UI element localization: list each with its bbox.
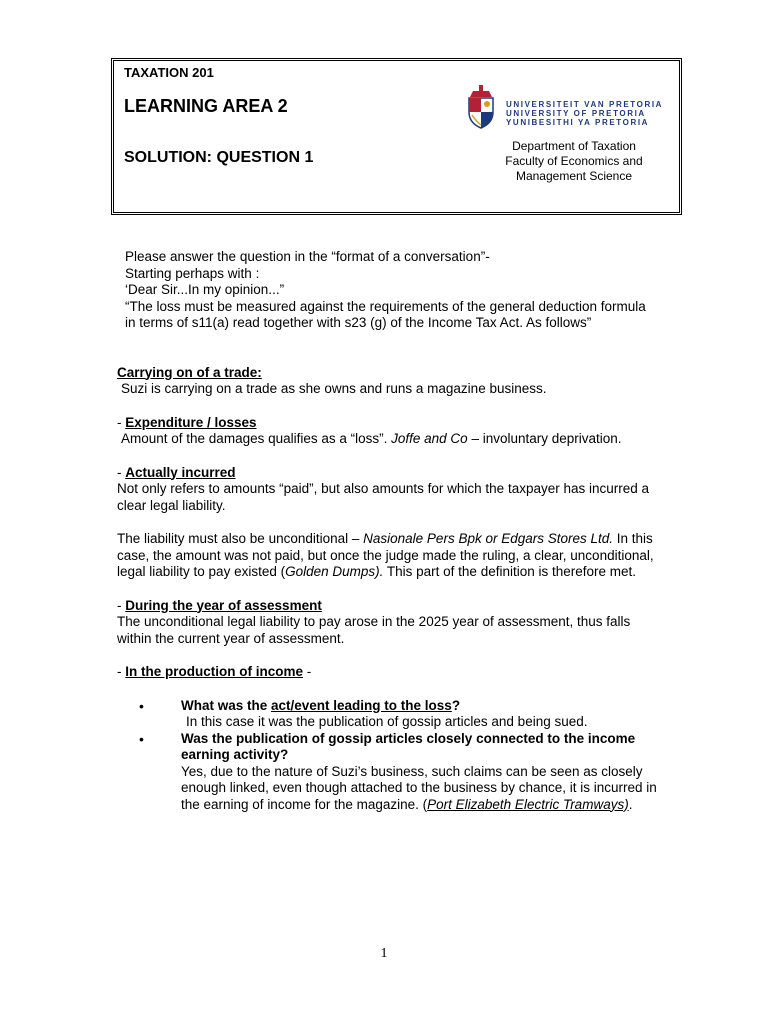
section-heading: Actually incurred xyxy=(125,464,236,480)
section-actually-incurred: - Actually incurred Not only refers to amounts “paid”, but also amounts for which the taxpayer has incurred a clear legal liability. The liability must also be unconditional – Nasionale Pers Bpk or Edgars Stores Ltd. In this case, the amount was not paid, but once the judge made the ruling, a clear, unconditional, legal liability to pay existed (Golden Dumps). This part of the definition is therefore met. xyxy=(117,464,654,579)
intro-instructions: Please answer the question in the “format of a conversation”- Starting perhaps with : ‘Dear Sir...In my opinion...” “The loss must be measured against the requirements of the general deduction formula in terms of s11(a) read together with s23 (g) of the Income Tax Act. As follows” xyxy=(125,249,646,330)
solution-title: SOLUTION: QUESTION 1 xyxy=(124,149,314,166)
case-reference: Golden Dumps). xyxy=(285,564,384,579)
document-body xyxy=(117,249,657,813)
question-list xyxy=(117,698,657,814)
bullet-icon: • xyxy=(139,730,144,747)
department-info: Department of Taxation Faculty of Economics and Management Science xyxy=(505,139,643,183)
course-code: TAXATION 201 xyxy=(124,65,214,80)
case-reference: Joffe and Co xyxy=(391,431,468,446)
university-logo xyxy=(464,83,664,133)
section-heading: During the year of assessment xyxy=(125,597,322,613)
section-production-of-income: - In the production of income - • What was the act/event leading to the loss? In this case it was the publication of gossip articles and being sued. • Was the publication of gossip articles closely connected to the income earning activity? Yes, due to the nature of Suzi’s business, such claims can be seen as closely enough linked, even though attached to the business by chance, it is incurred in the earning of income for the magazine. (Port Elizabeth Electric Tramways). xyxy=(117,664,657,812)
section-trade: Carrying on of a trade: Suzi is carrying on a trade as she owns and runs a magazine business. xyxy=(117,365,657,398)
section-heading: Carrying on of a trade: xyxy=(117,364,262,380)
list-item: • Was the publication of gossip articles closely connected to the income earning activity? Yes, due to the nature of Suzi’s business, such claims can be seen as closely enough linked, even though attached to the business by chance, it is incurred in the earning of income for the magazine. (Port Elizabeth Electric Tramways). xyxy=(139,730,657,812)
header-box xyxy=(111,58,682,215)
page-number: 1 xyxy=(380,946,388,961)
bullet-icon: • xyxy=(139,697,144,714)
section-expenditure: - Expenditure / losses Amount of the damages qualifies as a “loss”. Joffe and Co – involuntary deprivation. xyxy=(117,414,622,446)
university-crest-icon xyxy=(464,85,498,129)
list-item: • What was the act/event leading to the loss? In this case it was the publication of gossip articles and being sued. xyxy=(139,697,588,729)
university-name: UNIVERSITEIT VAN PRETORIA UNIVERSITY OF PRETORIA YUNIBESITHI YA PRETORIA xyxy=(506,100,664,127)
learning-area-title: LEARNING AREA 2 xyxy=(124,96,288,116)
section-year-of-assessment: - During the year of assessment The unconditional legal liability to pay arose in the 2025 year of assessment, thus falls within the current year of assessment. xyxy=(117,597,631,646)
section-heading: Expenditure / losses xyxy=(125,414,257,430)
case-reference: Nasionale Pers Bpk or Edgars Stores Ltd. xyxy=(363,531,614,546)
section-heading: In the production of income xyxy=(125,664,303,679)
case-reference: Port Elizabeth Electric Tramways) xyxy=(427,796,629,812)
